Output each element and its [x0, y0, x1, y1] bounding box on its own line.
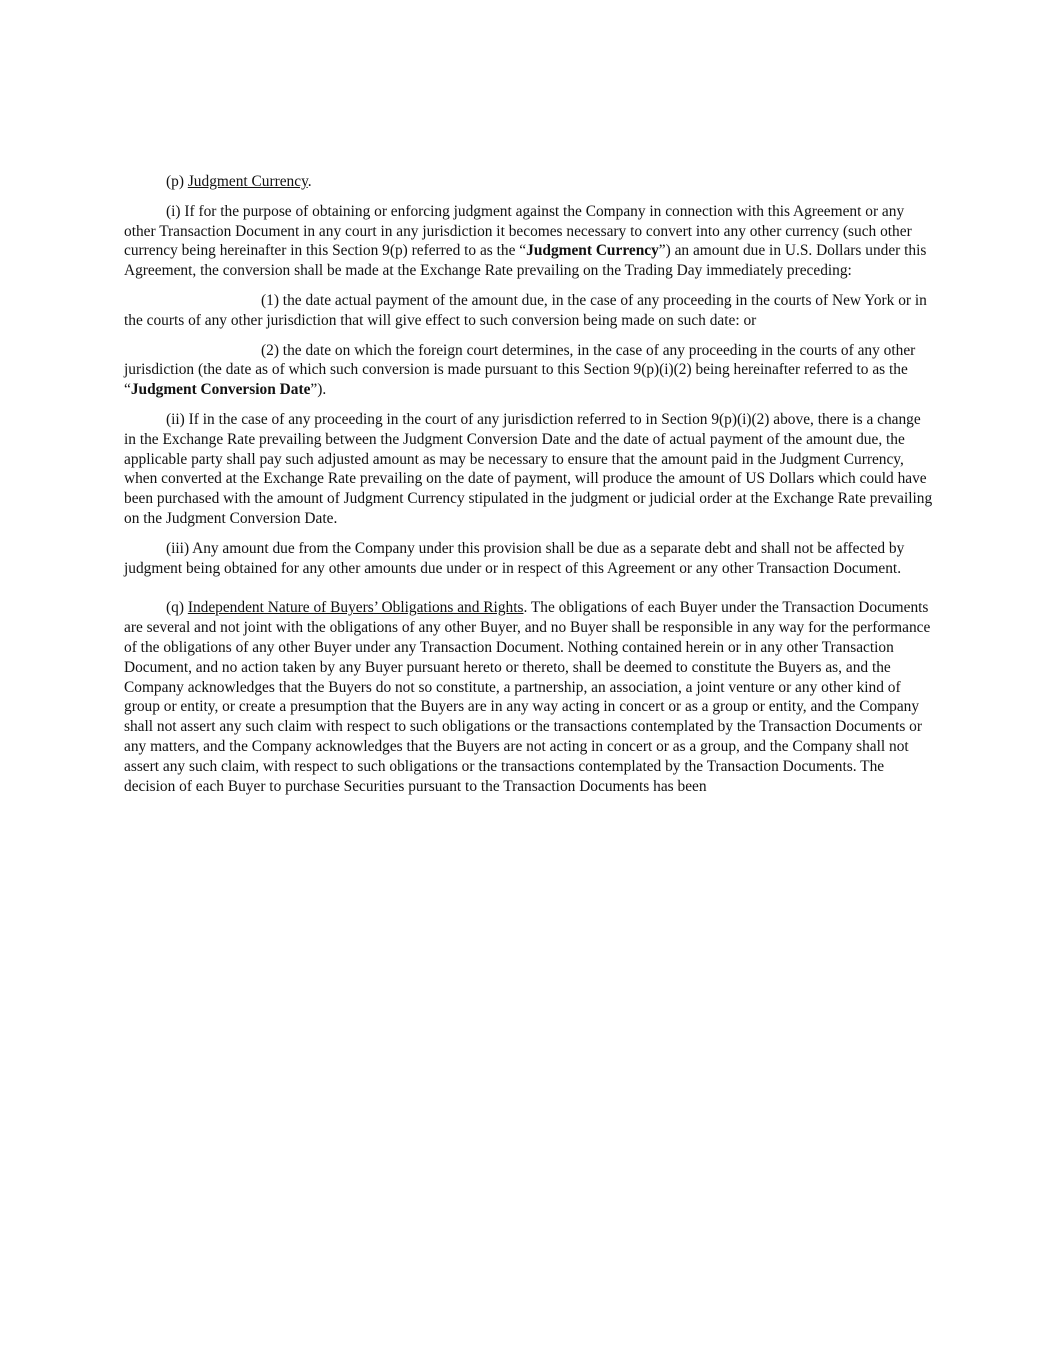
section-q-title: Independent Nature of Buyers’ Obligations and Rights [187, 599, 524, 617]
paragraph-p-i-text-1: (i) If for the purpose of obtaining or enforcing judgment against the Company in connection with this Agreement or any other Transaction Document in any court in any jurisdiction it becomes necessary to convert into any other currency (such other currency being hereinafter in this Section 9(p) referred to as the “ [124, 202, 912, 260]
document-page [124, 172, 934, 796]
defined-term-judgment-conversion-date: Judgment Conversion Date [130, 381, 311, 399]
defined-term-judgment-currency: Judgment Currency [526, 242, 659, 260]
paragraph-p-ii: (ii) If in the case of any proceeding in the court of any jurisdiction referred to in Section 9(p)(i)(2) above, there is a change in the Exchange Rate prevailing between the Judgment Conversion Date and the date of actual payment of the amount due, the applicable party shall pay such adjusted amount as may be necessary to ensure that the amount paid in the Judgment Currency, when converted at the Exchange Rate prevailing on the date of payment, will produce the amount of US Dollars which could have been purchased with the amount of Judgment Currency stipulated in the judgment or judicial order at the Exchange Rate prevailing on the Judgment Conversion Date. [124, 410, 933, 527]
paragraph-p-i-2-text-2: ”). [310, 381, 327, 399]
paragraph-p-i-2 [124, 341, 934, 400]
section-p-heading [124, 172, 934, 192]
paragraph-p-i-text-2: ”) an amount due in U.S. Dollars under this Agreement, the conversion shall be made at the Exchange Rate prevailing on the Trading Day immediately preceding: [124, 242, 927, 280]
section-p-title-period: . [307, 173, 312, 190]
paragraph-p-i-2-text-1: (2) the date on which the foreign court determines, in the case of any proceeding in the courts of any other jurisdiction (the date as of which such conversion is made pursuant to this Section 9(p)(i)(2) being hereinafter referred to as the “ [124, 341, 916, 399]
section-p-label: (p) [166, 173, 184, 190]
section-p-title: Judgment Currency [187, 173, 308, 190]
paragraph-p-i-1: (1) the date actual payment of the amount due, in the case of any proceeding in the courts of New York or in the courts of any other jurisdiction that will give effect to such conversion being made on such date: or [124, 291, 927, 329]
section-q-body: . The obligations of each Buyer under the Transaction Documents are several and not joint with the obligations of any other Buyer, and no Buyer shall be responsible in any way for the performance of the obligations of any other Buyer under any Transaction Document. Nothing contained herein or in any other Transaction Document, and no action taken by any Buyer pursuant hereto or thereto, shall be deemed to constitute the Buyers as, and the Company acknowledges that the Buyers do not so constitute, a partnership, an association, a joint venture or any other kind of group or entity, or create a presumption that the Buyers are in any way acting in concert or as a group or entity, and the Company shall not assert any such claim with respect to such obligations or the transactions contemplated by the Transaction Documents or any matters, and the Company acknowledges that the Buyers are not acting in concert or as a group, and the Company shall not assert any such claim, with respect to such obligations or the transactions contemplated by the Transaction Documents. The decision of each Buyer to purchase Securities pursuant to the Transaction Documents has been [124, 599, 931, 795]
paragraph-p-iii: (iii) Any amount due from the Company under this provision shall be due as a separate debt and shall not be affected by judgment being obtained for any other amounts due under or in respect of this Agreement or any other Transaction Document. [124, 539, 905, 577]
section-q-label: (q) [166, 599, 184, 617]
section-q [124, 598, 934, 796]
paragraph-p-i [124, 202, 934, 281]
